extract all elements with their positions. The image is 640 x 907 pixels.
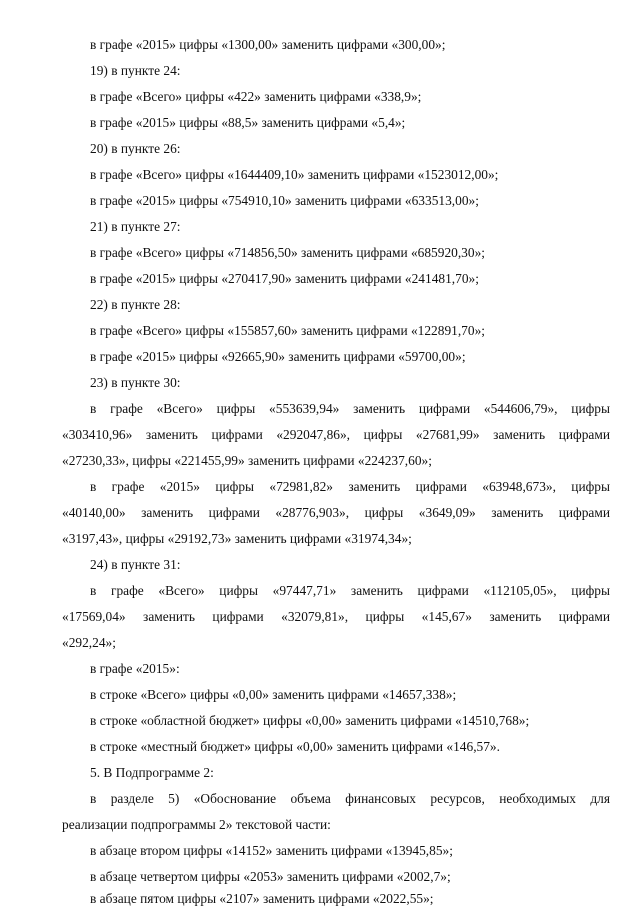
text-line: в графе «2015» цифры «1300,00» заменить цифрами «300,00»; xyxy=(90,37,446,52)
text-line: в графе «2015» цифры «88,5» заменить цифрами «5,4»; xyxy=(90,115,406,130)
section-heading: 5. В Подпрограмме 2: xyxy=(90,765,214,780)
text-line: в строке «областной бюджет» цифры «0,00» заменить цифрами «14510,768»; xyxy=(90,713,530,728)
text-line: в графе «Всего» цифры «714856,50» заменить цифрами «685920,30»; xyxy=(90,245,485,260)
section-heading: 24) в пункте 31: xyxy=(90,557,181,572)
text-line: в графе «Всего» цифры «1644409,10» заменить цифрами «1523012,00»; xyxy=(90,167,499,182)
section-heading: 20) в пункте 26: xyxy=(90,141,181,156)
text-line: в строке «Всего» цифры «0,00» заменить цифрами «14657,338»; xyxy=(90,687,457,702)
section-heading: 19) в пункте 24: xyxy=(90,63,181,78)
text-line: в графе «Всего» цифры «422» заменить цифрами «338,9»; xyxy=(90,89,422,104)
paragraph-line: реализации подпрограммы 2» текстовой части: xyxy=(62,817,331,832)
paragraph-line: «292,24»; xyxy=(62,635,116,650)
section-heading: 23) в пункте 30: xyxy=(90,375,181,390)
text-line: в графе «2015»: xyxy=(90,661,180,676)
paragraph-line: «17569,04» заменить цифрами «32079,81», цифры «145,67» заменить цифрами xyxy=(62,609,610,624)
text-line: в абзаце четвертом цифры «2053» заменить цифрами «2002,7»; xyxy=(90,869,451,884)
text-line: в графе «2015» цифры «270417,90» заменить цифрами «241481,70»; xyxy=(90,271,479,286)
section-heading: 22) в пункте 28: xyxy=(90,297,181,312)
paragraph-line: в графе «Всего» цифры «97447,71» заменить цифрами «112105,05», цифры xyxy=(90,583,610,598)
text-line: в графе «2015» цифры «92665,90» заменить цифрами «59700,00»; xyxy=(90,349,466,364)
paragraph-line: в разделе 5) «Обоснование объема финансовых ресурсов, необходимых для xyxy=(90,791,610,806)
paragraph-line: «40140,00» заменить цифрами «28776,903», цифры «3649,09» заменить цифрами xyxy=(62,505,610,520)
text-line: в абзаце втором цифры «14152» заменить цифрами «13945,85»; xyxy=(90,843,453,858)
text-line: в строке «местный бюджет» цифры «0,00» заменить цифрами «146,57». xyxy=(90,739,500,754)
text-line: в абзаце пятом цифры «2107» заменить цифрами «2022,55»; xyxy=(90,891,434,906)
text-line: в графе «2015» цифры «754910,10» заменить цифрами «633513,00»; xyxy=(90,193,479,208)
paragraph-line: «27230,33», цифры «221455,99» заменить цифрами «224237,60»; xyxy=(62,453,432,468)
paragraph-line: в графе «2015» цифры «72981,82» заменить цифрами «63948,673», цифры xyxy=(90,479,610,494)
paragraph-line: в графе «Всего» цифры «553639,94» заменить цифрами «544606,79», цифры xyxy=(90,401,610,416)
text-line: в графе «Всего» цифры «155857,60» заменить цифрами «122891,70»; xyxy=(90,323,485,338)
paragraph-line: «3197,43», цифры «29192,73» заменить цифрами «31974,34»; xyxy=(62,531,412,546)
section-heading: 21) в пункте 27: xyxy=(90,219,181,234)
paragraph-line: «303410,96» заменить цифрами «292047,86», цифры «27681,99» заменить цифрами xyxy=(62,427,610,442)
